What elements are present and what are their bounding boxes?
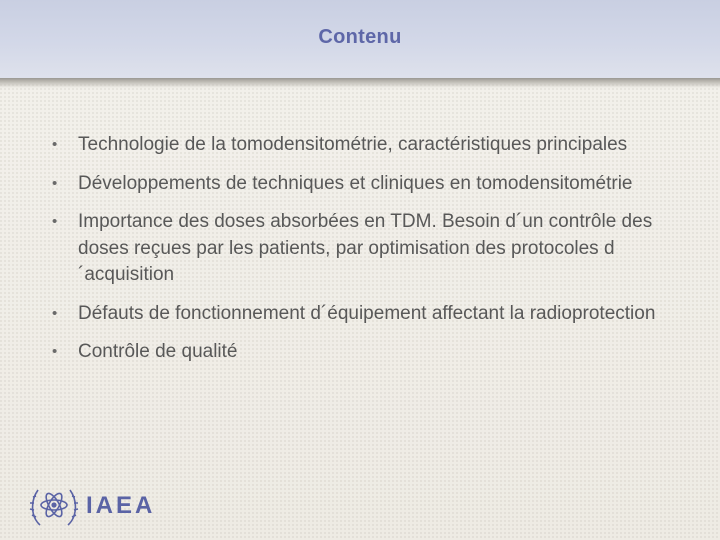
bullet-text: Importance des doses absorbées en TDM. Besoin d´un contrôle des doses reçues par les patients, par optimisation des protocoles d´acquisition bbox=[78, 211, 653, 285]
bullet-dot-icon: • bbox=[52, 304, 58, 322]
title-band-shadow bbox=[0, 78, 720, 88]
slide-title: Contenu bbox=[318, 26, 402, 48]
bullet-dot-icon: • bbox=[52, 174, 58, 192]
title-band bbox=[0, 0, 720, 80]
bullet-item bbox=[50, 132, 690, 159]
bullet-text: Défauts de fonctionnement d´équipement affectant la radioprotection bbox=[78, 302, 656, 324]
bullet-item bbox=[50, 339, 690, 366]
bullet-dot-icon: • bbox=[52, 213, 58, 230]
bullet-item bbox=[50, 209, 690, 289]
iaea-atom-emblem-icon bbox=[28, 481, 80, 531]
bullet-dot-icon: • bbox=[52, 136, 58, 153]
bullet-text: Contrôle de qualité bbox=[78, 341, 238, 362]
iaea-logo bbox=[28, 481, 168, 531]
bullet-text: Développements de techniques et cliniques en tomodensitométrie bbox=[78, 172, 633, 194]
iaea-logo-text: IAEA bbox=[86, 492, 156, 519]
bullet-item bbox=[50, 171, 690, 198]
bullet-text: Technologie de la tomodensitométrie, caractéristiques principales bbox=[78, 134, 628, 155]
bullet-list bbox=[50, 132, 690, 378]
bullet-dot-icon: • bbox=[52, 343, 58, 360]
bullet-item bbox=[50, 301, 690, 328]
